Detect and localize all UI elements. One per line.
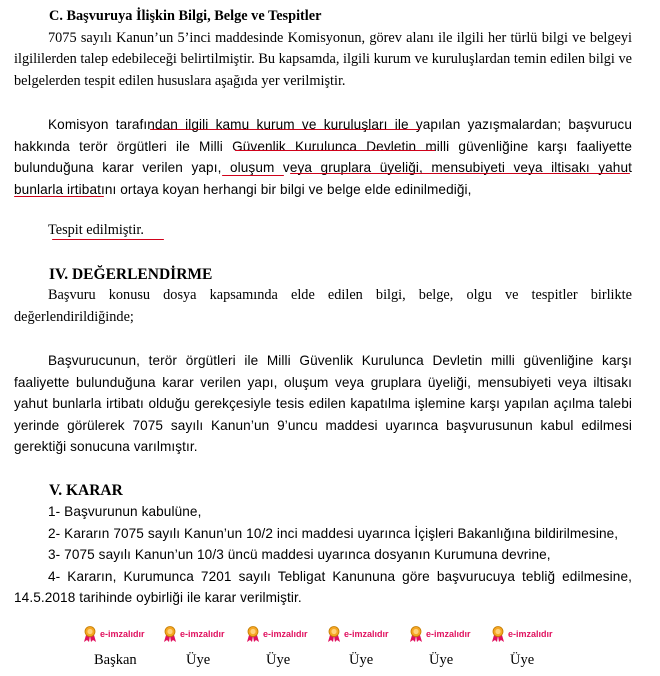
e-signature-label: e-imzalıdır [100, 629, 145, 639]
section-iv-heading: IV. DEĞERLENDİRME [49, 265, 213, 283]
section-iv-paragraph-2: Başvurucunun, terör örgütleri ile Milli Güvenlik Kurulunca Devletin milli güvenliğine karşı faaliyette bulunduğuna karar verilen yapı, oluşum veya gruplara üyeliği, mensubiyeti veya iltisakı yahut bunlarla irtibatı olduğu gerekçesiyle tesis edilen kapatılma işlemine karşı yapılan açılma talebi yerinde görülerek 7075 sayılı Kanun’un 9’uncu maddesi uyarınca başvurusunun kabul edilmesi gerektiği sonucuna varılmıştır. [14, 353, 632, 454]
medal-icon [245, 625, 261, 643]
e-signature-stamp [490, 623, 553, 645]
signatory-role: Başkan [94, 652, 137, 668]
e-signature-stamp [82, 623, 145, 645]
section-c-paragraph-3: Tespit edilmiştir. [48, 222, 144, 238]
e-signature-stamp [408, 623, 471, 645]
decision-item-3: 3- 7075 sayılı Kanun’un 10/3 üncü maddesi uyarınca dosyanın Kurumuna devrine, [48, 547, 551, 562]
section-v-heading: V. KARAR [49, 481, 123, 499]
e-signature-label: e-imzalıdır [263, 629, 308, 639]
signatory-role: Üye [510, 652, 535, 668]
medal-icon [408, 625, 424, 643]
signatory-role: Üye [266, 652, 291, 668]
e-signature-stamp [245, 623, 308, 645]
e-signature-label: e-imzalıdır [426, 629, 471, 639]
annotation-underline [14, 196, 104, 197]
section-c-paragraph-1: 7075 sayılı Kanun’un 5’inci maddesinde Komisyonun, görev alanı ile ilgili her türlü bilgi ve belgeyi ilgililerden talep edebileceği belirtilmiştir. Bu kapsamda, ilgili kurum ve kuruluşlardan temin edilen bilgi ve belgelerden tespit edilen hususlara aşağıda yer verilmiştir. [14, 29, 632, 89]
document-body [14, 6, 632, 609]
medal-icon [326, 625, 342, 643]
signatory-role: Üye [349, 652, 374, 668]
decision-item-4: 4- Kararın, Kurumunca 7201 sayılı Tebligat Kanununa göre başvurucuya tebliğ edilmesine, 14.5.2018 tarihinde oybirliği ile karar verilmiştir. [14, 568, 632, 605]
signatory-role: Üye [429, 652, 454, 668]
annotation-underline [222, 175, 284, 176]
e-signature-label: e-imzalıdır [508, 629, 553, 639]
medal-icon [162, 625, 178, 643]
decision-item-1: 1- Başvurunun kabulüne, [48, 504, 202, 519]
decision-list [14, 501, 632, 609]
e-signature-stamp [162, 623, 225, 645]
annotation-underline [52, 239, 164, 240]
annotation-underline [150, 129, 420, 130]
decision-item-2: 2- Kararın 7075 sayılı Kanun’un 10/2 inci maddesi uyarınca İçişleri Bakanlığına bildirilmesine, [48, 525, 619, 541]
section-c-paragraph-2: Komisyon tarafından ilgili kamu kurum ve kuruluşları ile yapılan yazışmalardan; başvurucu hakkında terör örgütleri ile Milli Güvenlik Kurulunca Devletin milli güvenliğine karşı faaliyette bulunduğuna karar verilen yapı, oluşum veya gruplara üyeliği, mensubiyeti veya iltisakı yahut bunlarla irtibatını ortaya koyan herhangi bir bilgi ve belge elde edinilmediği, [14, 117, 632, 197]
e-signature-label: e-imzalıdır [180, 629, 225, 639]
medal-icon [490, 625, 506, 643]
annotation-underline [235, 150, 435, 151]
e-signature-label: e-imzalıdır [344, 629, 389, 639]
medal-icon [82, 625, 98, 643]
signatory-role: Üye [186, 652, 211, 668]
annotation-underline [290, 173, 630, 174]
section-c-heading: C. Başvuruya İlişkin Bilgi, Belge ve Tespitler [49, 8, 322, 24]
e-signature-stamp [326, 623, 389, 645]
section-iv-paragraph-1: Başvuru konusu dosya kapsamında elde edilen bilgi, belge, olgu ve tespitler birlikte değerlendirildiğinde; [14, 287, 632, 325]
